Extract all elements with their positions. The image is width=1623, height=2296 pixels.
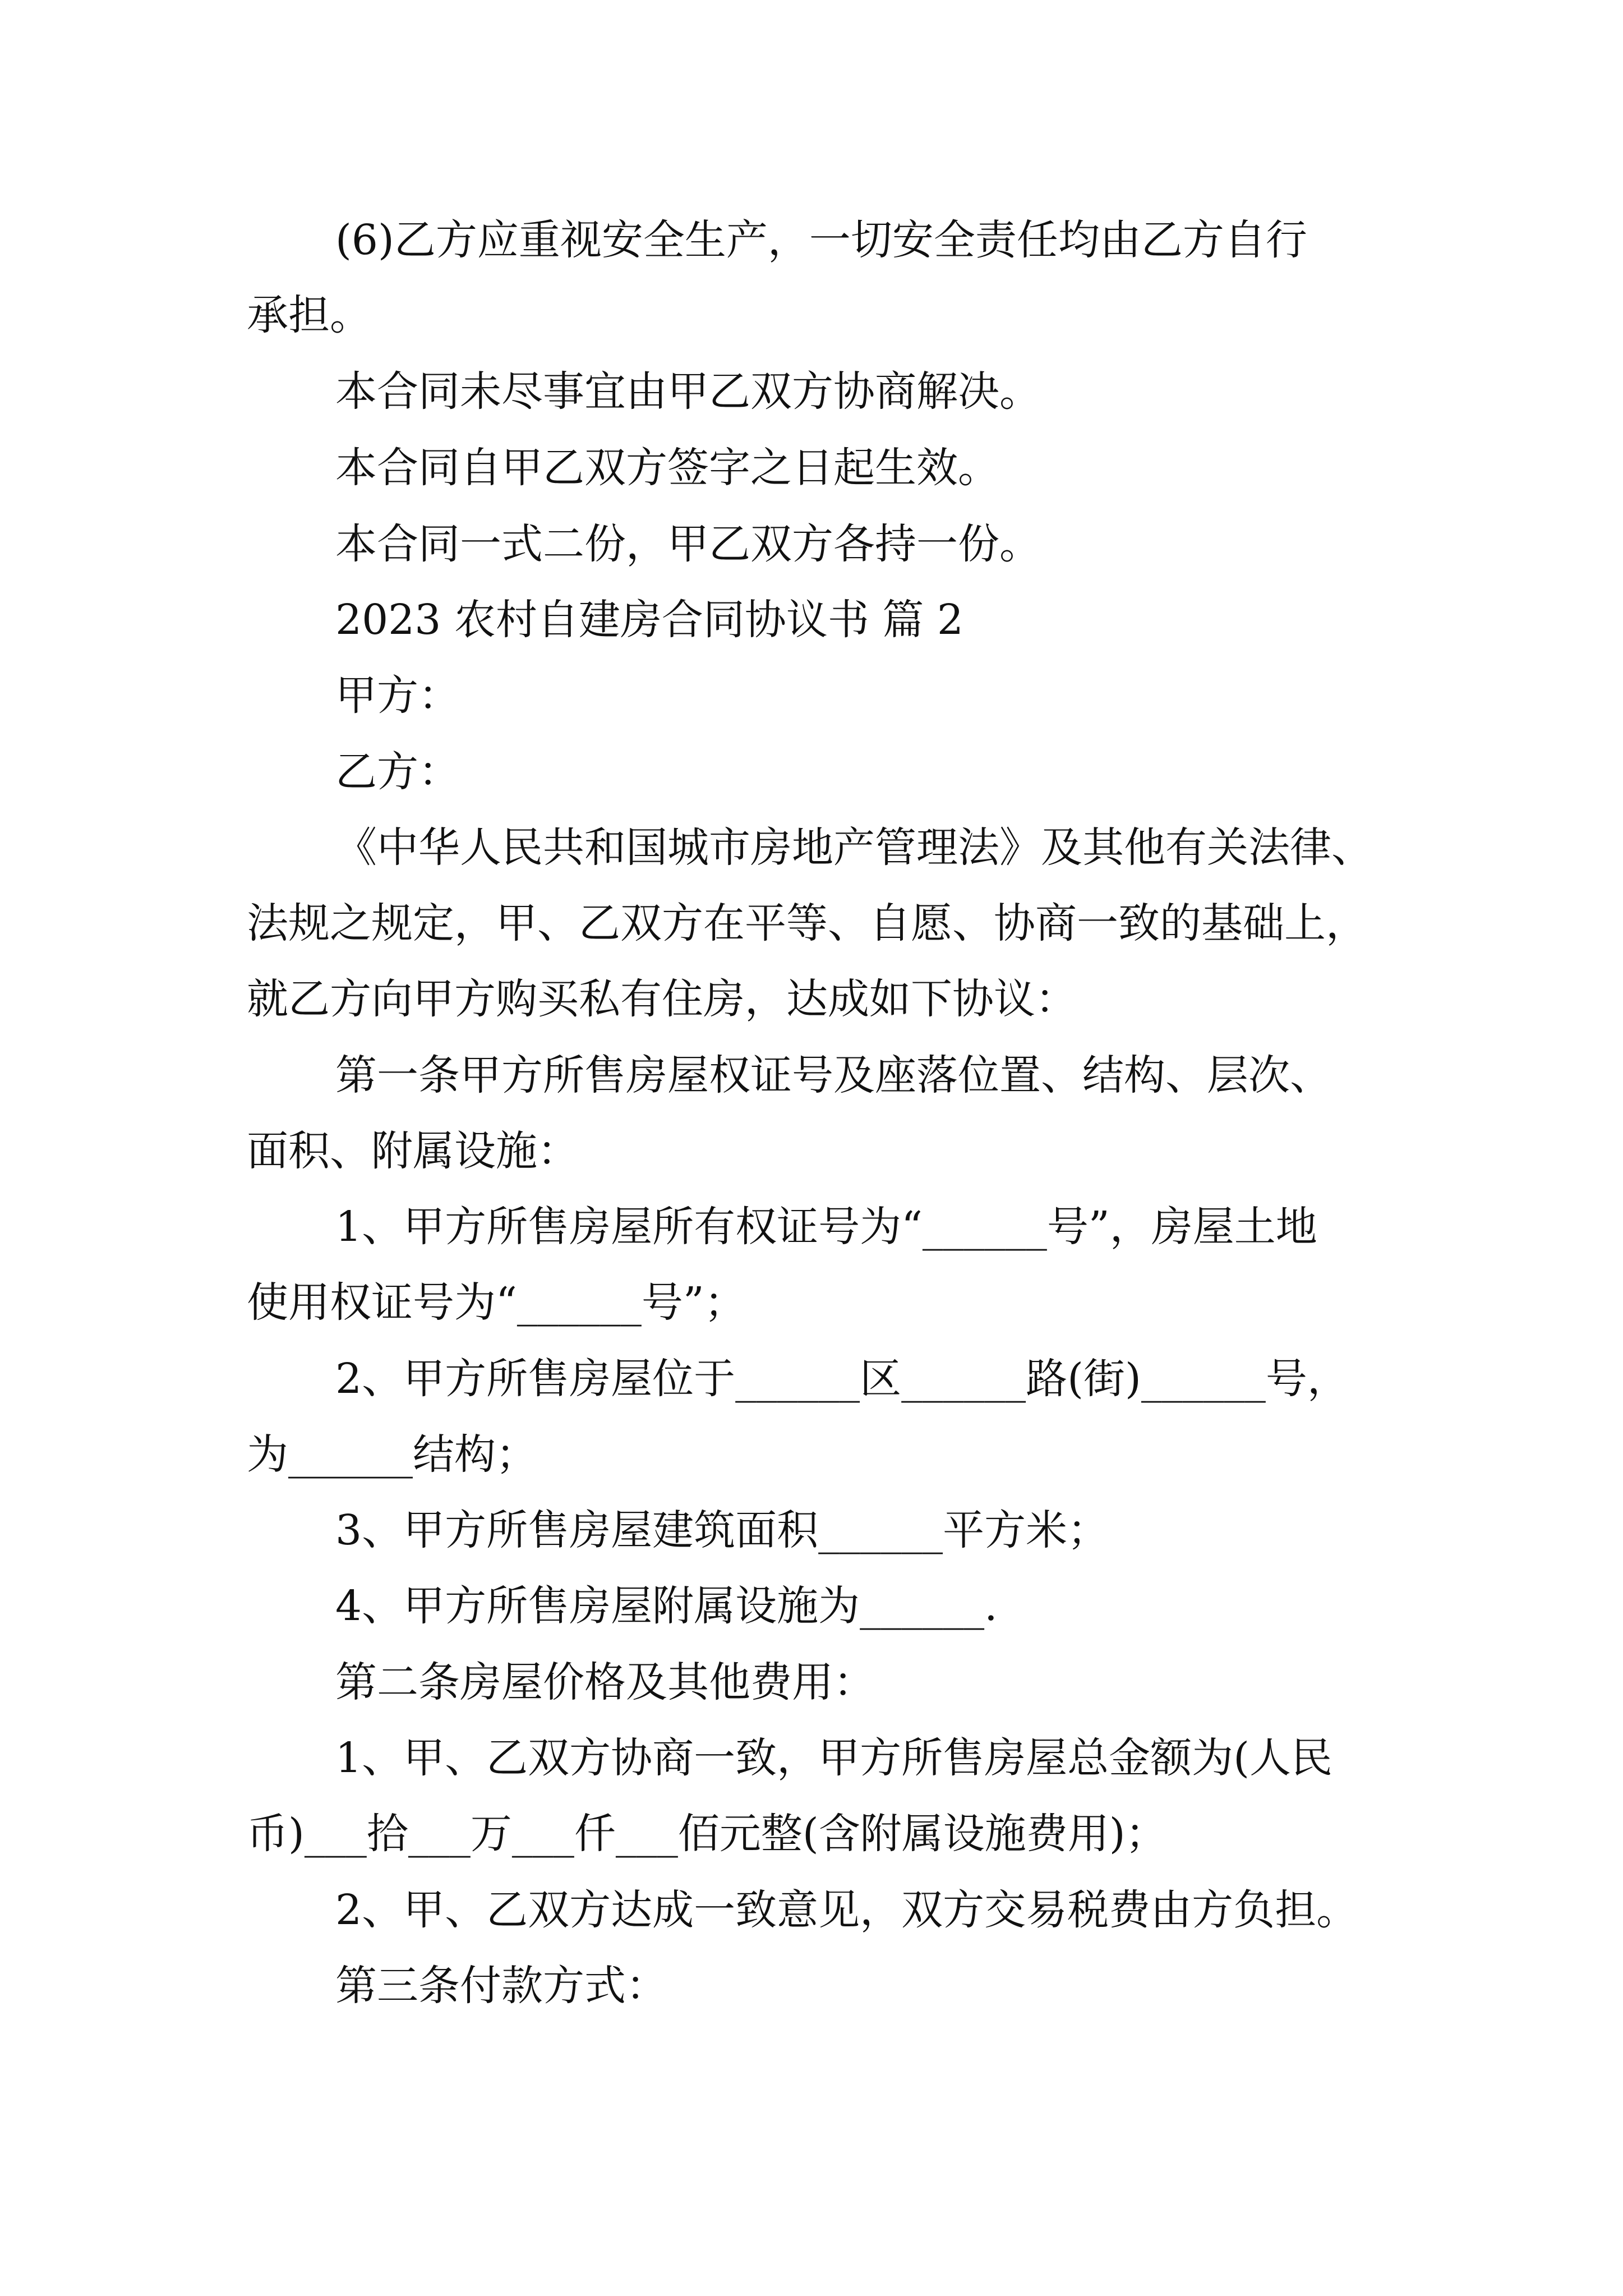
section-heading: 2023 农村自建房合同协议书 篇 2 bbox=[335, 596, 963, 644]
clause-line: 2、甲方所售房屋位于______区______路(街)______号， bbox=[335, 1355, 1349, 1403]
clause-line: 为______结构； bbox=[247, 1430, 537, 1479]
party-a-label: 甲方： bbox=[335, 671, 460, 720]
clause-line: 2、甲、乙双方达成一致意见，双方交易税费由方负担。 bbox=[335, 1886, 1358, 1934]
article-heading: 第二条房屋价格及其他费用： bbox=[335, 1658, 875, 1706]
paragraph-line: 本合同一式二份，甲乙双方各持一份。 bbox=[335, 520, 1041, 568]
paragraph-line: 承担。 bbox=[247, 291, 371, 339]
paragraph-line: 就乙方向甲方购买私有住房，达成如下协议： bbox=[247, 975, 1077, 1023]
clause-line: 4、甲方所售房屋附属设施为______. bbox=[335, 1582, 998, 1630]
paragraph-line: 《中华人民共和国城市房地产管理法》及其他有关法律、 bbox=[335, 823, 1373, 872]
clause-line: 使用权证号为“______号”； bbox=[247, 1278, 746, 1327]
paragraph-line: (6)乙方应重视安全生产，一切安全责任均由乙方自行 bbox=[335, 216, 1307, 264]
paragraph-line: 本合同未尽事宜由甲乙双方协商解决。 bbox=[335, 367, 1041, 416]
article-heading: 第一条甲方所售房屋权证号及座落位置、结构、层次、 bbox=[335, 1051, 1331, 1099]
paragraph-line: 法规之规定，甲、乙双方在平等、自愿、协商一致的基础上， bbox=[247, 899, 1367, 947]
party-b-label: 乙方： bbox=[335, 748, 460, 796]
clause-line: 币)___拾___万___仟___佰元整(含附属设施费用)； bbox=[247, 1810, 1167, 1858]
paragraph-line: 面积、附属设施： bbox=[247, 1127, 579, 1175]
clause-line: 3、甲方所售房屋建筑面积______平方米； bbox=[335, 1506, 1109, 1554]
clause-line: 1、甲、乙双方协商一致，甲方所售房屋总金额为(人民 bbox=[335, 1734, 1332, 1782]
paragraph-line: 本合同自甲乙双方签字之日起生效。 bbox=[335, 444, 999, 492]
clause-line: 1、甲方所售房屋所有权证号为“______号”，房屋土地 bbox=[335, 1203, 1317, 1251]
article-heading: 第三条付款方式： bbox=[335, 1962, 667, 2010]
